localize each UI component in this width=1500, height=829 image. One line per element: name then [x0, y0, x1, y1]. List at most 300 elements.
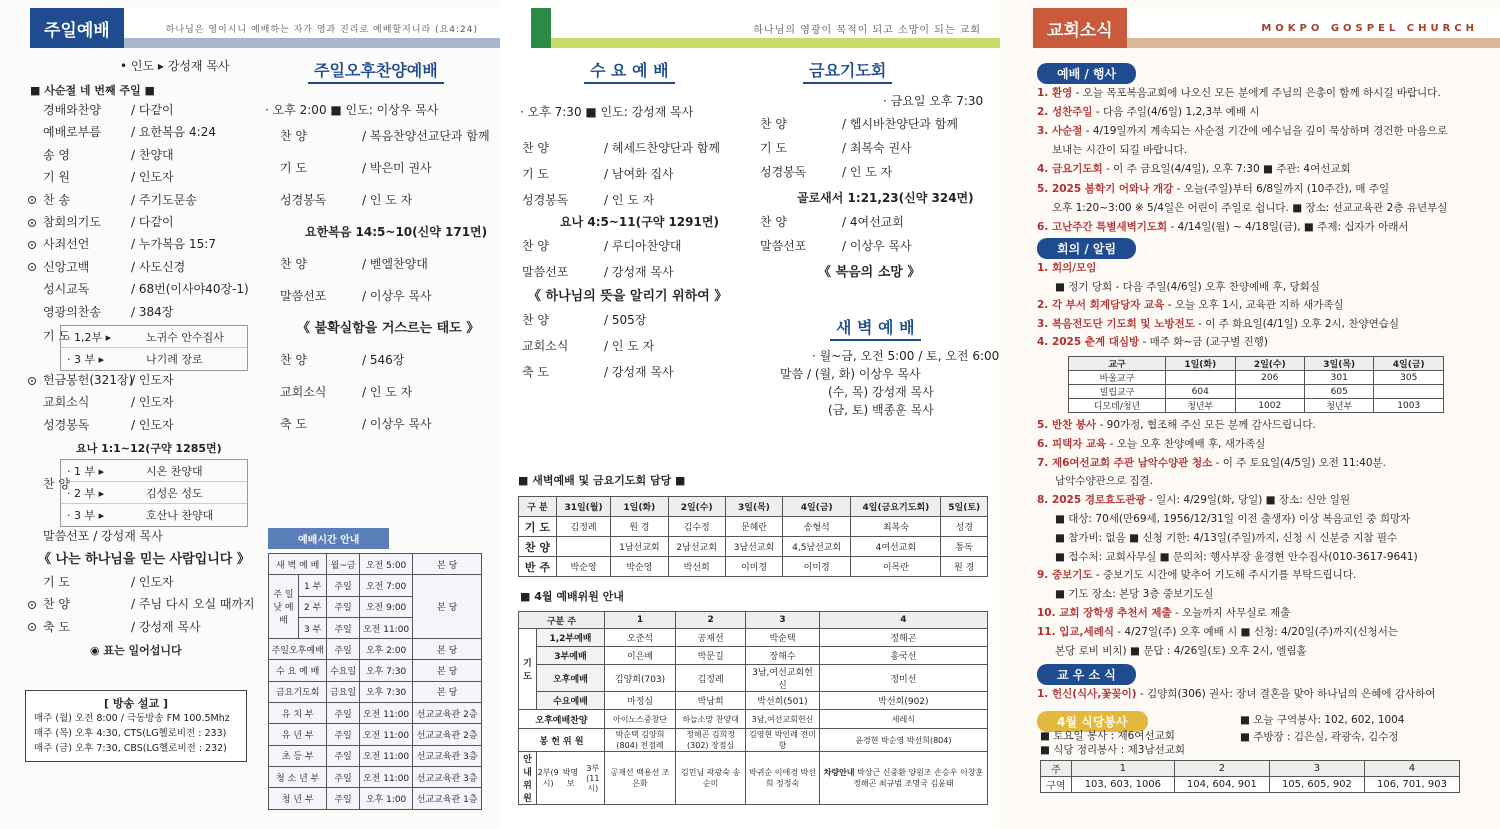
duty-title: ■ 새벽예배 및 금요기도회 담당 ■ — [518, 474, 686, 487]
time-place: 선교교육관 3층 — [413, 745, 482, 766]
duty-cell: 원 경 — [611, 517, 668, 537]
time-b: 주일 — [327, 703, 359, 724]
order-row — [28, 171, 174, 183]
order-value: 68번(이사야40장-1) — [138, 282, 249, 297]
meal-table — [1040, 760, 1460, 793]
stand-icon — [28, 623, 36, 631]
choir-label: 찬 양 — [43, 477, 70, 491]
news-number: 11. 입교,세례식 — [1037, 625, 1114, 638]
service-row — [280, 130, 490, 142]
order-value: 주기도문송 — [138, 192, 197, 207]
sunday-header — [30, 8, 500, 48]
service-value: 강성재 목사 — [611, 365, 674, 379]
meal-cell: 105, 605, 902 — [1269, 777, 1364, 793]
order-label: 사죄선언 — [43, 237, 90, 252]
visit-row — [1069, 385, 1444, 399]
comm-cell: 홍국선 — [819, 647, 987, 665]
service-value: 인 도 자 — [611, 193, 655, 207]
comm-head-cell: 1 — [604, 612, 675, 629]
meal-cell: 104, 604, 901 — [1174, 777, 1269, 793]
time-b: 주일 — [327, 788, 359, 809]
wed-sermon: 《 하나님의 뜻을 알리기 위하여 》 — [528, 289, 728, 304]
news-text: 오후 1:20~3:00 ※ 5/4일은 어린이 주일로 쉽니다. ■ 장소: 선교교육관 2층 유년부실 — [1052, 201, 1448, 214]
guide-label: 안내위원 — [519, 752, 537, 805]
time-name: 유 년 부 — [269, 724, 327, 745]
order-sep: / — [131, 192, 139, 207]
duty-cell: 이미경 — [725, 557, 782, 577]
service-row — [522, 340, 654, 352]
sub-key: · 1 부 ▸ — [67, 464, 105, 478]
time-b: 수요일 — [327, 660, 359, 681]
order-label: 예배로부름 — [43, 125, 101, 140]
comm-cell: 윤경현 박순영 박선희(804) — [819, 729, 987, 752]
order-value: 인도자 — [138, 575, 174, 589]
service-row — [280, 418, 432, 430]
news-text: ■ 대상: 70세(만69세, 1956/12/31일 이전 출생자) 이상 복음교인 중 희망자 — [1055, 513, 1411, 525]
guide-item: 박귀순 이애경 — [749, 768, 798, 777]
service-label: 기 도 — [280, 161, 307, 175]
comm-head — [519, 612, 988, 629]
service-value: 이상우 목사 — [849, 239, 912, 253]
order-value: 다같이 — [138, 215, 174, 229]
service-sep: / — [604, 167, 612, 181]
order-sep: / — [131, 147, 139, 162]
service-sep: / — [842, 239, 850, 253]
sub-value: 김성은 성도 — [146, 486, 203, 500]
time-place: 본 당 — [413, 554, 482, 575]
stand-mark — [28, 194, 43, 206]
news-tag: 교회소식 — [1033, 8, 1127, 48]
service-label: 성경봉독 — [760, 165, 807, 179]
time-group: 주 일 낮 예 배 — [269, 575, 299, 639]
news-text: - 오늘까지 사무실로 제출 — [1171, 607, 1291, 619]
broadcast-line: 매주 (월) 오전 8:00 / 극동방송 FM 100.5Mhz — [34, 713, 230, 724]
duty-head-cell: 구 분 — [519, 497, 557, 517]
news-header — [1033, 8, 1500, 48]
time-row — [269, 745, 482, 766]
duty-cell: 원 경 — [941, 557, 988, 577]
order-value: 다같이 — [138, 103, 174, 117]
service-sep: / — [362, 385, 370, 399]
service-label: 말씀선포 — [280, 289, 327, 303]
time-c: 오전 9:00 — [359, 596, 412, 617]
comm-cell: 김영현 박인례 전미향 — [746, 729, 820, 752]
meal-today: ■ 오늘 구역봉사: 102, 602, 1004 — [1240, 714, 1405, 726]
meal-sat: ■ 토요일 봉사 : 제6여선교회 — [1040, 730, 1175, 742]
service-sep: / — [362, 353, 370, 367]
stand-mark — [28, 621, 43, 633]
comm-cell: 오준석 — [604, 629, 675, 647]
stand-icon — [28, 241, 36, 249]
duty-table — [518, 496, 988, 577]
news-number: 3. 복음전도단 기도회 및 노방전도 — [1037, 317, 1195, 330]
order-sep: / — [131, 215, 139, 229]
time-guide-title: 예배시간 안내 — [268, 528, 389, 549]
order-row — [28, 194, 197, 206]
guide-row — [519, 752, 988, 805]
service-sep: / — [604, 365, 612, 379]
news-item — [1037, 184, 1389, 195]
comm-cell: 공재선 — [676, 629, 746, 647]
news-item — [1037, 458, 1386, 469]
sub-row — [61, 482, 247, 504]
duty-key: 찬 양 — [519, 537, 557, 557]
order-sep: / — [131, 170, 139, 185]
news-text: - 이 주 금요일(4/4일), 오후 7:30 ■ 주관: 4여선교회 — [1102, 163, 1351, 176]
member-news: 1. 헌신(식사,꽃꽂이) - 김양희(306) 권사: 장녀 결혼을 맞아 하나님의 은혜에 감사하여 — [1037, 688, 1436, 700]
news-number: 7. 제6여선교회 주관 남악수양관 청소 — [1037, 456, 1213, 469]
duty-row — [519, 537, 988, 557]
time-row — [269, 724, 482, 745]
comm-key: 수요예배 — [537, 692, 605, 710]
news-item — [1055, 514, 1410, 525]
service-sep: / — [604, 193, 612, 207]
time-name: 유 치 부 — [269, 703, 327, 724]
comm-head-cell: 3 — [746, 612, 820, 629]
time-b: 금요일 — [327, 681, 359, 702]
section-events: 예배 / 행사 — [1037, 63, 1136, 84]
comm-row — [519, 729, 988, 752]
duty-cell: 통독 — [941, 537, 988, 557]
dawn-line-1: 말씀 / (월, 화) 이상우 목사 — [780, 367, 921, 381]
order-row — [28, 238, 216, 250]
sermon-title: 《 나는 하나님을 믿는 사람입니다 》 — [38, 552, 250, 567]
visit-cell: 1003 — [1374, 399, 1444, 413]
news-text: - 오늘 목포복음교회에 나오신 모든 분에게 주님의 은총이 함께 하시길 바랍니다. — [1072, 87, 1441, 99]
news-text: ■ 정기 당회 - 다음 주일(4/6일) 오후 찬양예배 후, 당회실 — [1055, 280, 1320, 293]
sub-key: · 2 부 ▸ — [67, 486, 105, 500]
service-label: 말씀선포 — [522, 265, 569, 279]
news-text: - 4/14일(월) ~ 4/18일(금), ■ 주제: 십자가 아래서 — [1167, 220, 1409, 233]
news-text: - 오늘(주일)부터 6/8일까지 (10주간), 매 주일 — [1173, 182, 1390, 195]
visit-cell — [1374, 385, 1444, 399]
service-value: 복음찬양선교단과 함께 — [369, 129, 490, 143]
guide-value: 김민님 곽광숙 송순미 — [676, 752, 746, 805]
duty-row — [519, 517, 988, 537]
service-row — [760, 166, 892, 178]
visit-head-cell: 4일(금) — [1374, 357, 1444, 371]
order-value: 누가복음 15:7 — [138, 237, 216, 252]
order-value: 찬양대 — [138, 147, 174, 162]
service-sep: / — [362, 257, 370, 271]
duty-cell: 박순영 — [556, 557, 610, 577]
meal-chef: ■ 주방장 : 김은실, 곽광숙, 김수정 — [1240, 731, 1399, 743]
service-value: 505장 — [611, 313, 647, 327]
order-sep: / — [131, 597, 139, 612]
section-notices: 회의 / 알림 — [1037, 238, 1136, 259]
fri-title: 금요기도회 — [803, 58, 892, 84]
service-row — [760, 216, 904, 228]
comm-cell: 박순택 — [746, 629, 820, 647]
visit-cell — [1235, 385, 1304, 399]
service-value: 헤세드찬양단과 함께 — [611, 141, 721, 155]
order-label: 영광의찬송 — [43, 304, 101, 319]
order-label: 교회소식 — [43, 395, 90, 410]
order-sep: / — [131, 575, 139, 589]
service-sep: / — [604, 339, 612, 353]
service-value: 루디아찬양대 — [611, 239, 682, 253]
comm-cell: 3남,여선교회헌신 — [746, 665, 820, 692]
visit-cell: 1002 — [1235, 399, 1304, 413]
service-label: 찬 양 — [522, 141, 549, 155]
visit-row — [1069, 399, 1444, 413]
service-row — [522, 168, 674, 180]
church-brand: MOKPO GOSPEL CHURCH — [1127, 8, 1500, 48]
news-column — [1000, 0, 1500, 829]
visit-row — [1069, 371, 1444, 385]
service-value: 이상우 목사 — [369, 417, 432, 431]
time-name: 2 부 — [299, 596, 327, 617]
service-label: 찬 양 — [760, 117, 787, 131]
duty-cell — [556, 537, 610, 557]
time-c: 오전 11:00 — [359, 724, 412, 745]
stand-icon — [28, 377, 36, 385]
visit-head — [1069, 357, 1444, 371]
time-b: 주일 — [327, 617, 359, 638]
service-value: 4여선교회 — [849, 215, 904, 229]
time-b: 주일 — [327, 724, 359, 745]
service-sep: / — [842, 165, 850, 179]
duty-cell: 문혜란 — [725, 517, 782, 537]
visit-cell: 청년부 — [1166, 399, 1235, 413]
duty-cell: 이목란 — [851, 557, 941, 577]
news-text: ■ 기도 장소: 본당 3층 중보기도실 — [1055, 588, 1214, 601]
duty-cell: 김정례 — [556, 517, 610, 537]
comm-cell: 박문길 — [676, 647, 746, 665]
time-place: 본 당 — [413, 660, 482, 681]
visit-cell: 605 — [1305, 385, 1374, 399]
news-item — [1037, 420, 1316, 431]
comm-cell: 이은배 — [604, 647, 675, 665]
time-name: 초 등 부 — [269, 745, 327, 766]
service-row — [280, 162, 432, 174]
weekday-column — [500, 0, 1000, 829]
news-item — [1037, 570, 1356, 581]
visit-cell: 청년부 — [1305, 399, 1374, 413]
dawn-title: 새 벽 예 배 — [830, 315, 921, 341]
service-row — [522, 266, 674, 278]
dawn-line-2: (수, 목) 강성재 목사 — [828, 385, 934, 399]
visit-table — [1068, 356, 1444, 413]
visit-cell: 305 — [1374, 371, 1444, 385]
car-label: 차량안내 — [823, 768, 855, 777]
service-value: 헵시바찬양단과 함께 — [849, 117, 959, 131]
order-sep: / — [131, 304, 139, 319]
stand-mark — [28, 598, 43, 610]
order-label: 찬 송 — [43, 192, 70, 207]
sunday-tag: 주일예배 — [30, 8, 124, 48]
duty-cell: 박순영 — [611, 557, 668, 577]
time-place: 선교교육관 3층 — [413, 766, 482, 787]
pm-sermon: 《 불확실함을 거스르는 태도 》 — [297, 321, 480, 336]
news-item — [1037, 88, 1441, 99]
service-label: 찬 양 — [280, 257, 307, 271]
service-sep: / — [362, 289, 370, 303]
sub-row — [61, 460, 247, 482]
stand-icon — [28, 219, 36, 227]
comm-cell: 아이노스중창단 — [604, 710, 675, 729]
news-number: 1. 회의/모임 — [1037, 262, 1097, 274]
news-item — [1037, 107, 1259, 118]
news-item — [1052, 203, 1447, 214]
news-number: 8. 2025 경로효도관광 — [1037, 494, 1146, 507]
order-label: 헌금봉헌(321장) — [43, 373, 134, 387]
visit-head-cell: 교구 — [1069, 357, 1166, 371]
service-sep: / — [604, 265, 612, 279]
comm-cell: 장해수 — [746, 647, 820, 665]
order-row — [28, 621, 201, 633]
comm-cell: 박선희(902) — [819, 692, 987, 710]
order-row — [28, 419, 174, 431]
duty-cell: 성경 — [941, 517, 988, 537]
news-number: 6. 고난주간 특별새벽기도회 — [1037, 220, 1168, 233]
service-label: 축 도 — [280, 417, 307, 431]
service-sep: / — [842, 141, 850, 155]
time-row — [269, 554, 482, 575]
news-item — [1037, 126, 1447, 137]
service-label: 찬 양 — [280, 129, 307, 143]
visit-cell: 604 — [1166, 385, 1235, 399]
time-c: 오전 11:00 — [359, 703, 412, 724]
time-c: 오후 1:00 — [359, 788, 412, 809]
time-row — [269, 788, 482, 809]
visit-head-cell: 3일(목) — [1305, 357, 1374, 371]
order-label: 기 도 — [43, 575, 70, 589]
visit-cell: 206 — [1235, 371, 1304, 385]
comm-row — [519, 647, 988, 665]
stand-icon — [28, 196, 36, 204]
duty-cell: 이미경 — [783, 557, 851, 577]
guide-value — [746, 752, 820, 805]
duty-cell: 최복숙 — [851, 517, 941, 537]
order-sep: / — [131, 619, 139, 634]
fri-head: · 금요일 오후 7:30 — [883, 94, 984, 108]
prayer-label: 기 도 — [43, 329, 70, 343]
comm-head-cell: 4 — [819, 612, 987, 629]
duty-head-cell: 31일(월) — [556, 497, 610, 517]
service-row — [280, 194, 412, 206]
time-b: 주일 — [327, 575, 359, 596]
visit-key: 디모데/청년 — [1069, 399, 1166, 413]
time-place: 본 당 — [413, 575, 482, 639]
service-row — [522, 366, 674, 378]
service-value: 박은미 권사 — [369, 161, 432, 175]
order-sep: / — [131, 237, 139, 252]
service-label: 축 도 — [522, 365, 549, 379]
sub-value: 호산나 찬양대 — [146, 509, 214, 522]
news-text: - 이 주 토요일(4/5일) 오전 11:40분. — [1212, 456, 1387, 469]
sub-value: 나기례 장로 — [146, 353, 203, 366]
guide-item: 박명보 — [562, 768, 579, 788]
meal-clean: ■ 식당 정리봉사 : 제3남선교회 — [1040, 744, 1186, 756]
service-label: 말씀선포 — [760, 239, 807, 253]
meal-row — [1041, 777, 1460, 793]
order-row — [28, 216, 174, 228]
news-item — [1052, 145, 1187, 156]
order-row — [28, 149, 174, 161]
order-value: 인도자 — [138, 373, 174, 387]
news-text: 남악수양관으로 집결. — [1055, 475, 1153, 488]
fri-scripture: 골로새서 1:21,23(신약 324면) — [797, 191, 974, 205]
comm-row — [519, 710, 988, 729]
comm-row — [519, 665, 988, 692]
duty-cell: 박선희 — [668, 557, 725, 577]
comm-cell: 김정례 — [676, 665, 746, 692]
weekday-verse: 하나님의 영광이 목적이 되고 소망이 되는 교회 — [551, 8, 1000, 48]
service-value: 인 도 자 — [611, 339, 655, 353]
sub-key: · 3 부 ▸ — [67, 509, 105, 522]
service-sep: / — [604, 141, 612, 155]
visit-head-cell: 2일(수) — [1235, 357, 1304, 371]
pm-service-title: 주일오후찬양예배 — [308, 58, 444, 84]
time-c: 오전 11:00 — [359, 766, 412, 787]
service-row — [522, 194, 654, 206]
order-label: 성경봉독 — [43, 417, 90, 432]
dawn-line-3: (금, 토) 백종훈 목사 — [828, 403, 934, 417]
news-item — [1037, 222, 1409, 233]
news-number: 6. 피택자 교육 — [1037, 437, 1107, 450]
service-row — [280, 258, 428, 270]
service-sep: / — [362, 417, 370, 431]
service-row — [522, 314, 646, 326]
order-sep: / — [131, 373, 139, 387]
visit-cell: 301 — [1305, 371, 1374, 385]
order-sep: / — [131, 282, 139, 297]
comm-key: 오후예배찬양 — [519, 710, 605, 729]
service-label: 성경봉독 — [522, 193, 569, 207]
time-place: 본 당 — [413, 639, 482, 660]
news-text: ■ 접수처: 교회사무실 ■ 문의처: 행사부장 윤경현 안수집사(010-3617-9641) — [1055, 550, 1418, 563]
dawn-head: · 월~금, 오전 5:00 / 토, 오전 6:00 — [812, 349, 1000, 363]
time-name: 청 년 부 — [269, 788, 327, 809]
service-value: 546장 — [369, 353, 405, 367]
visit-head-cell: 1일(화) — [1166, 357, 1235, 371]
time-row — [269, 766, 482, 787]
news-item — [1037, 337, 1268, 348]
news-item — [1055, 476, 1153, 487]
committee-title: ■ 4월 예배위원 안내 — [520, 590, 624, 603]
service-value: 남여화 집사 — [611, 167, 674, 181]
time-c: 오전 7:00 — [359, 575, 412, 596]
comm-key: 오후예배 — [537, 665, 605, 692]
time-c: 오전 11:00 — [359, 745, 412, 766]
time-name: 금요기도회 — [269, 681, 327, 702]
duty-cell: 2남선교회 — [668, 537, 725, 557]
broadcast-title: [ 방송 설교 ] — [103, 697, 169, 710]
order-row — [28, 374, 174, 386]
order-row — [28, 396, 174, 408]
service-label: 기 도 — [760, 141, 787, 155]
order-label: 참회의기도 — [43, 215, 101, 229]
week-title: ■ 사순절 네 번째 주일 ■ — [30, 84, 155, 97]
service-label: 교회소식 — [522, 339, 569, 353]
order-value: 사도신경 — [138, 259, 186, 274]
service-row — [280, 290, 432, 302]
order-row — [28, 306, 173, 318]
service-value: 인 도 자 — [369, 385, 413, 399]
car-value: 박상근 신중환 양원조 손승우 이창훈 정해곤 최규범 조명국 김윤태 — [853, 768, 984, 788]
order-sep: / — [131, 417, 139, 432]
news-text: - 4/19일까지 계속되는 사순절 기간에 예수님을 깊이 묵상하며 경건한 마음으로 — [1082, 125, 1448, 138]
car-cell — [819, 752, 987, 805]
service-row — [522, 142, 720, 154]
duty-head-cell: 4일(금요기도회) — [851, 497, 941, 517]
service-label: 성경봉독 — [280, 193, 327, 207]
stand-icon — [28, 263, 36, 271]
news-text: - 중보기도 시간에 맞추어 기도해 주시기를 부탁드립니다. — [1092, 569, 1357, 582]
duty-cell: 송형석 — [783, 517, 851, 537]
order-row — [28, 104, 174, 116]
